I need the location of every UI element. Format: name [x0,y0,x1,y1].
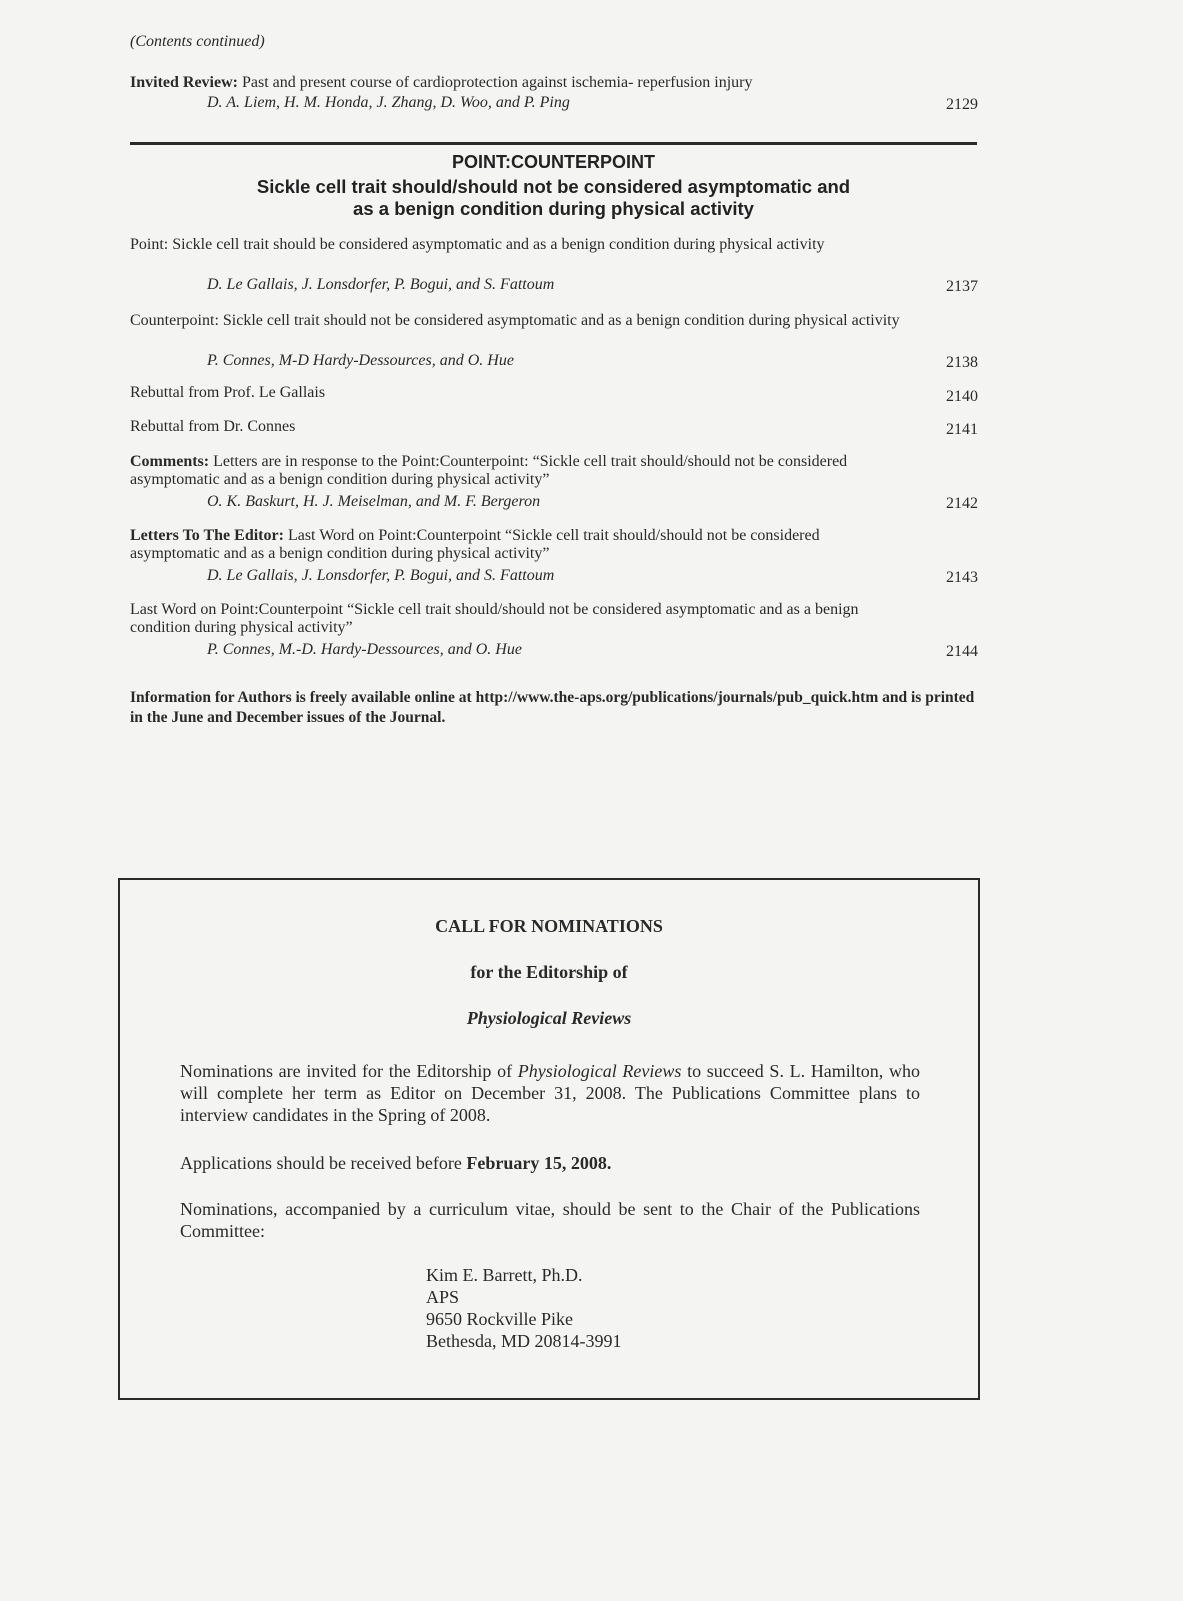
contents-continued-label: (Contents continued) [130,33,265,50]
entry-title: Letters are in response to the Point:Counterpoint: “Sickle cell trait should/should not be considered asymptomatic and as a benign condition during physical activity” [130,453,848,488]
section-subtitle-line: as a benign condition during physical activity [353,198,754,219]
entry-authors: O. K. Baskurt, H. J. Meiselman, and M. F. Bergeron [207,493,541,510]
entry-label: Letters To The Editor: [130,527,284,544]
information-for-authors: Information for Authors is freely available online at http://www.the-aps.org/publications/journals/pub_quick.htm and is printed in the June and December issues of the Journal. [130,689,975,726]
toc-entry [130,453,900,489]
entry-title: Past and present course of cardioprotection against ischemia- reperfusion injury [237,74,753,91]
entry-page-number: 2137 [946,278,978,295]
invited-review-entry [130,74,900,92]
box-journal-name: Physiological Reviews [466,1008,632,1028]
toc-entry [130,236,900,254]
toc-entry [130,384,900,402]
entry-title: Rebuttal from Prof. Le Gallais [130,384,326,401]
entry-page-number: 2138 [946,354,978,371]
entry-page-number: 2144 [946,643,978,660]
toc-entry [130,527,900,563]
entry-page-number: 2141 [946,421,978,438]
entry-authors: D. A. Liem, H. M. Honda, J. Zhang, D. Woo, and P. Ping [207,94,570,111]
call-for-nominations-box [118,878,980,1400]
entry-title: Point: Sickle cell trait should be considered asymptomatic and as a benign condition during physical activity [130,236,825,253]
address-line: Kim E. Barrett, Ph.D. [426,1265,583,1285]
address-line: Bethesda, MD 20814-3991 [426,1331,622,1351]
section-subtitle [130,176,977,220]
paragraph-text: to succeed S. L. Hamilton, who will complete her term as Editor on December 31, 2008. The Publications Committee plans to interview candidates in the Spring of 2008. [180,1061,920,1125]
address-line: 9650 Rockville Pike [426,1309,573,1329]
entry-authors: D. Le Gallais, J. Lonsdorfer, P. Bogui, and S. Fattoum [207,276,555,293]
entry-title: Last Word on Point:Counterpoint “Sickle cell trait should/should not be considered asymptomatic and as a benign condition during physical activity” [130,601,859,636]
paragraph-text: Applications should be received before [180,1153,467,1173]
entry-authors: P. Connes, M.-D. Hardy-Dessources, and O. Hue [207,641,522,658]
entry-title: Rebuttal from Dr. Connes [130,418,296,435]
entry-authors: P. Connes, M-D Hardy-Dessources, and O. Hue [207,352,514,369]
deadline-paragraph [180,1152,920,1174]
section-subtitle-line: Sickle cell trait should/should not be considered asymptomatic and [256,176,851,197]
toc-entry [130,312,900,330]
box-title: CALL FOR NOMINATIONS [435,916,663,936]
toc-entry [130,601,900,637]
entry-page-number: 2129 [946,96,978,113]
entry-page-number: 2142 [946,495,978,512]
nominations-paragraph [180,1060,920,1126]
address-line: APS [426,1287,460,1307]
entry-label: Comments: [130,453,210,470]
entry-title: Last Word on Point:Counterpoint “Sickle cell trait should/should not be considered asymptomatic and as a benign condition during physical activity” [130,527,820,562]
deadline-date: February 15, 2008. [466,1153,612,1173]
box-subtitle: for the Editorship of [470,962,628,982]
entry-page-number: 2143 [946,569,978,586]
entry-title: Counterpoint: Sickle cell trait should not be considered asymptomatic and as a benign condition during physical activity [130,312,900,329]
mailing-address [426,1264,621,1352]
toc-entry [130,418,900,436]
section-heading: POINT:COUNTERPOINT [451,152,655,172]
submission-paragraph: Nominations, accompanied by a curriculum vitae, should be sent to the Chair of the Publications Committee: [180,1199,920,1241]
section-divider [130,142,977,145]
paragraph-journal-name: Physiological Reviews [517,1061,682,1081]
entry-page-number: 2140 [946,388,978,405]
entry-label: Invited Review: [130,74,238,91]
entry-authors: D. Le Gallais, J. Lonsdorfer, P. Bogui, and S. Fattoum [207,567,555,584]
paragraph-text: Nominations are invited for the Editorship of [180,1061,518,1081]
